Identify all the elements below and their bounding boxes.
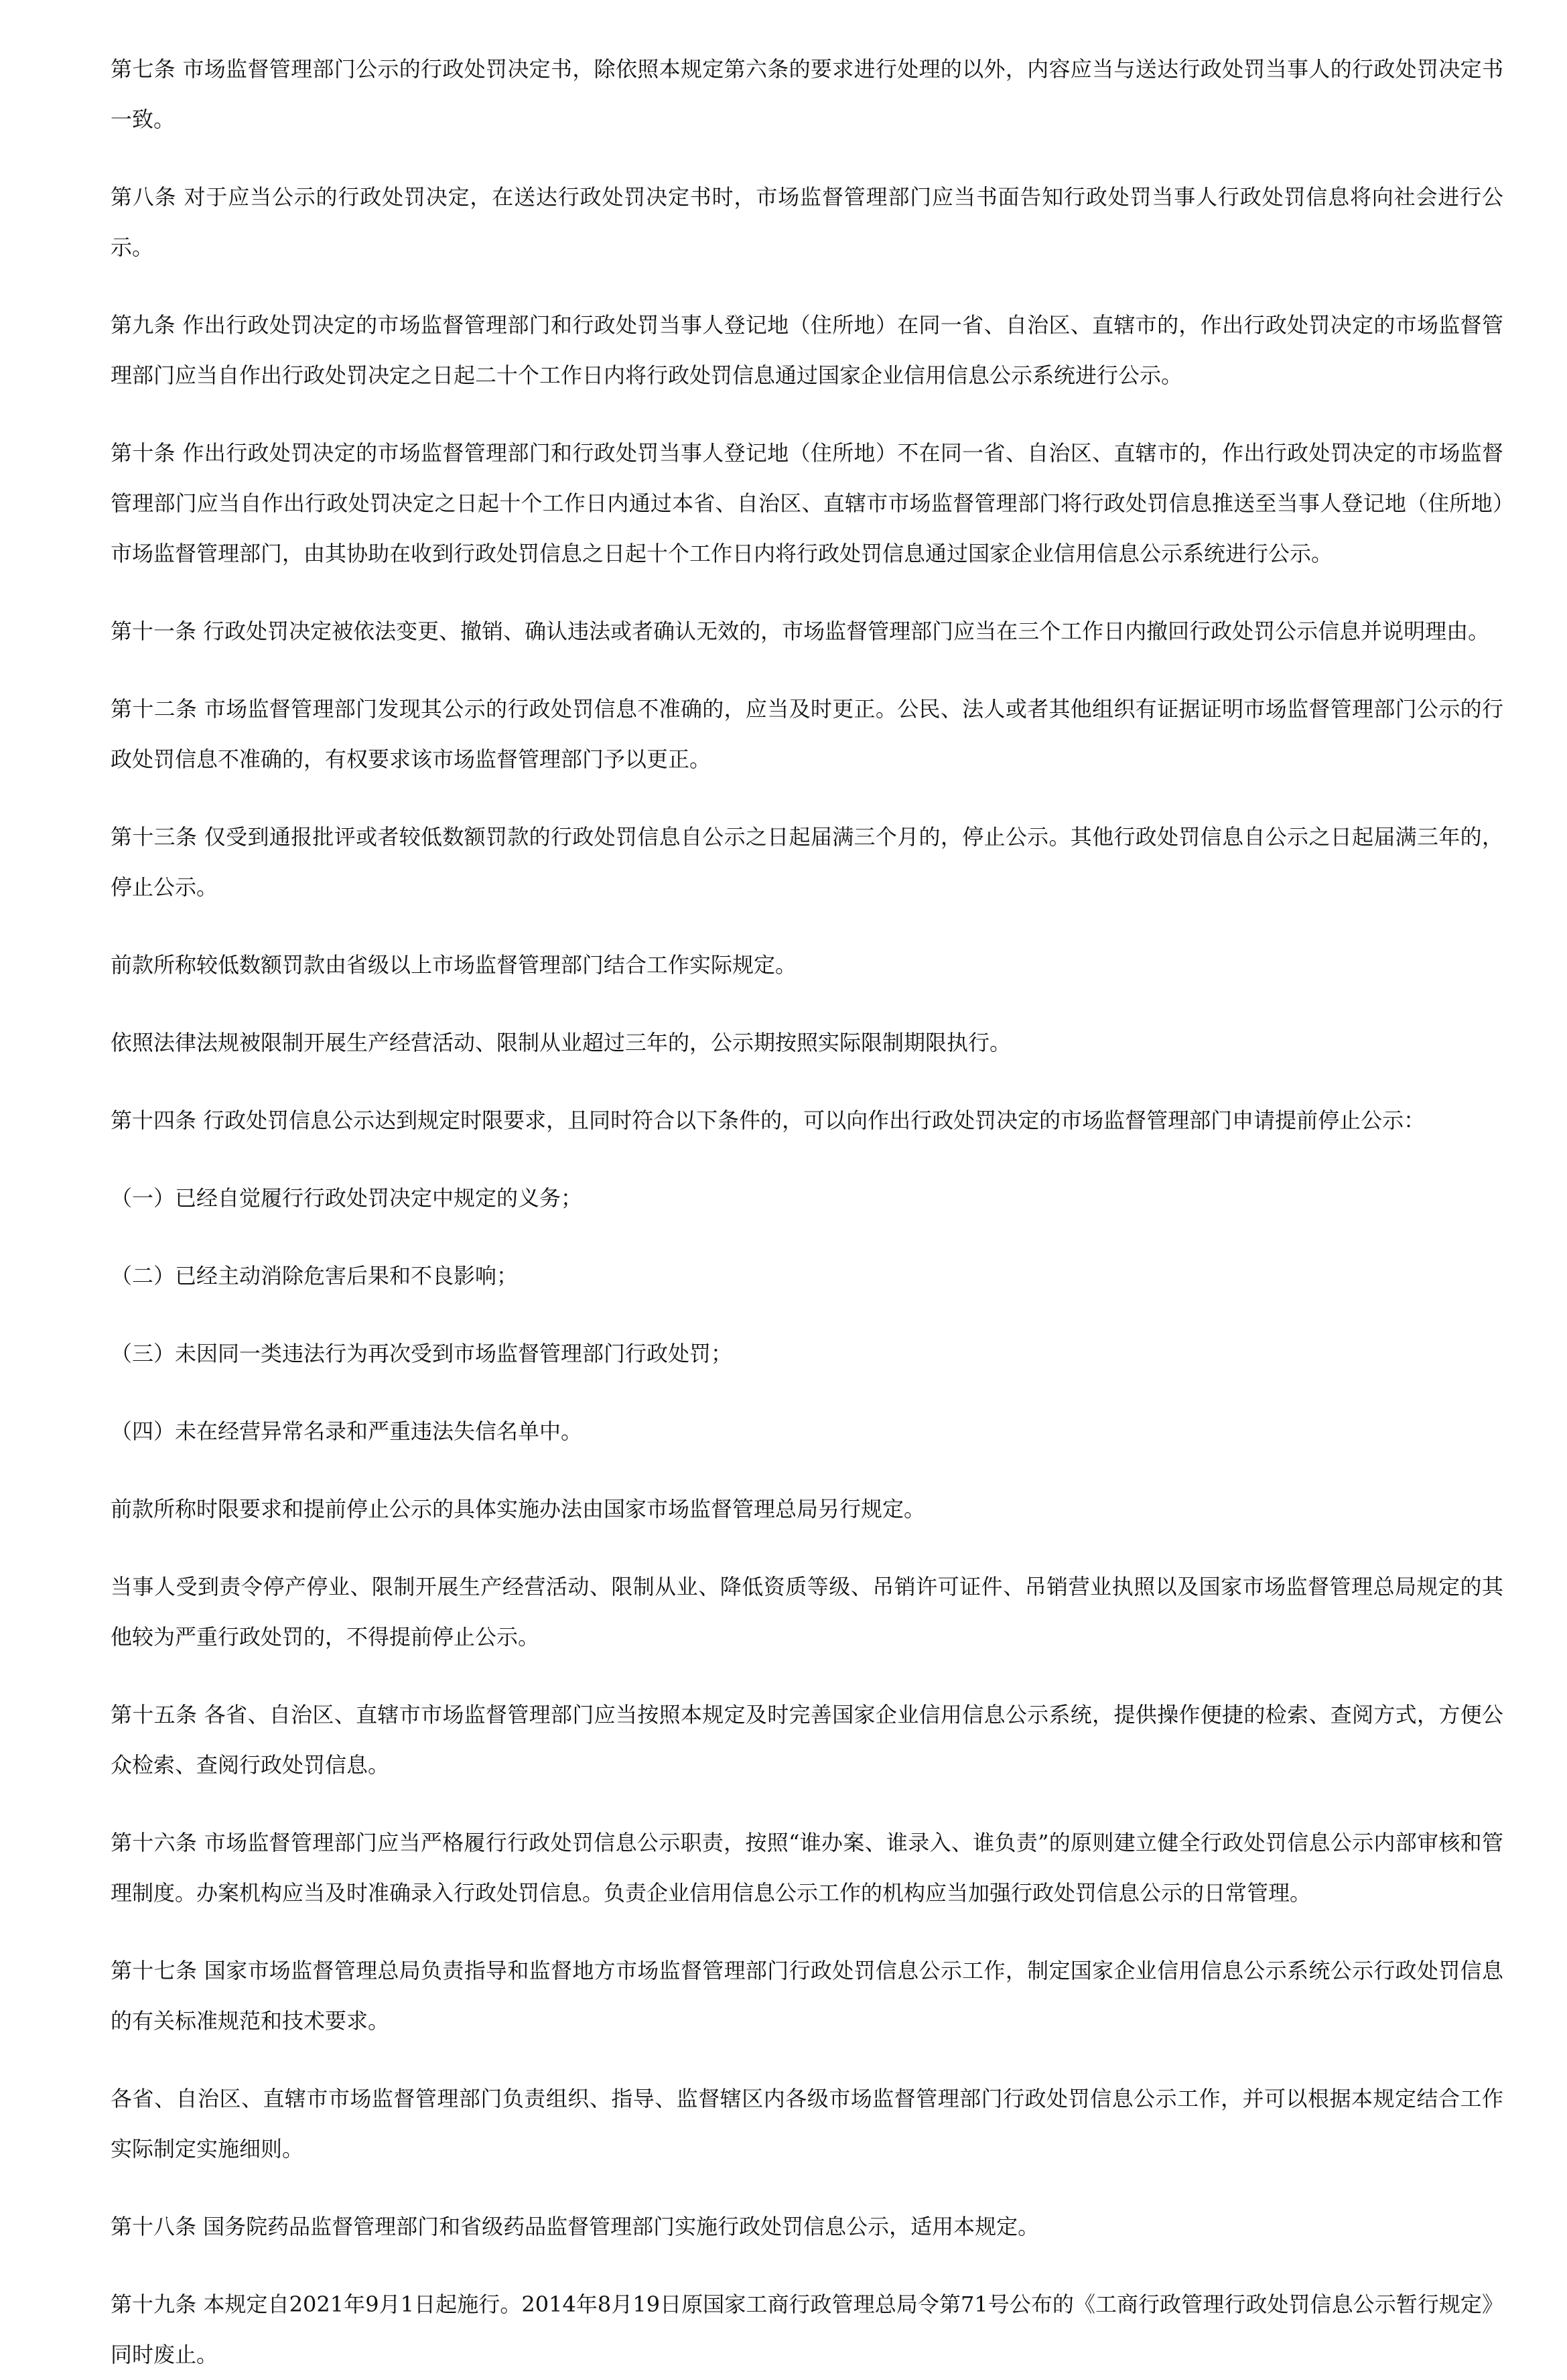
article-14-item-2: （二）已经主动消除危害后果和不良影响； [111, 1263, 519, 1288]
article-14-item-3: （三）未因同一类违法行为再次受到市场监督管理部门行政处罚； [111, 1341, 733, 1366]
article-7: 第七条 市场监督管理部门公示的行政处罚决定书，除依照本规定第六条的要求进行处理的以外，内容应当与送达行政处罚当事人的行政处罚决定书一致。 [111, 56, 1503, 132]
article-13: 第十三条 仅受到通报批评或者较低数额罚款的行政处罚信息自公示之日起届满三个月的，停止公示。其他行政处罚信息自公示之日起届满三年的，停止公示。 [111, 824, 1503, 900]
article-10: 第十条 作出行政处罚决定的市场监督管理部门和行政处罚当事人登记地（住所地）不在同一省、自治区、直辖市的，作出行政处罚决定的市场监督管理部门应当自作出行政处罚决定之日起十个工作日内通过本省、自治区、直辖市市场监督管理部门将行政处罚信息推送至当事人登记地（住所地）市场监督管理部门，由其协助在收到行政处罚信息之日起十个工作日内将行政处罚信息通过国家企业信用信息公示系统进行公示。 [111, 440, 1503, 566]
article-12: 第十二条 市场监督管理部门发现其公示的行政处罚信息不准确的，应当及时更正。公民、法人或者其他组织有证据证明市场监督管理部门公示的行政处罚信息不准确的，有权要求该市场监督管理部门予以更正。 [111, 696, 1503, 772]
article-14-clause-3: 当事人受到责令停产停业、限制开展生产经营活动、限制从业、降低资质等级、吊销许可证件、吊销营业执照以及国家市场监督管理总局规定的其他较为严重行政处罚的，不得提前停止公示。 [111, 1574, 1503, 1650]
article-17-clause-2: 各省、自治区、直辖市市场监督管理部门负责组织、指导、监督辖区内各级市场监督管理部门行政处罚信息公示工作，并可以根据本规定结合工作实际制定实施细则。 [111, 2086, 1503, 2162]
article-13-clause-2: 前款所称较低数额罚款由省级以上市场监督管理部门结合工作实际规定。 [111, 952, 797, 978]
article-14-item-1: （一）已经自觉履行行政处罚决定中规定的义务； [111, 1185, 583, 1211]
article-17: 第十七条 国家市场监督管理总局负责指导和监督地方市场监督管理部门行政处罚信息公示工作，制定国家企业信用信息公示系统公示行政处罚信息的有关标准规范和技术要求。 [111, 1958, 1503, 2034]
article-13-clause-3: 依照法律法规被限制开展生产经营活动、限制从业超过三年的，公示期按照实际限制期限执行。 [111, 1030, 1012, 1055]
article-15: 第十五条 各省、自治区、直辖市市场监督管理部门应当按照本规定及时完善国家企业信用信息公示系统，提供操作便捷的检索、查阅方式，方便公众检索、查阅行政处罚信息。 [111, 1702, 1503, 1778]
article-8: 第八条 对于应当公示的行政处罚决定，在送达行政处罚决定书时，市场监督管理部门应当书面告知行政处罚当事人行政处罚信息将向社会进行公示。 [111, 184, 1503, 260]
article-14-item-4: （四）未在经营异常名录和严重违法失信名单中。 [111, 1418, 583, 1444]
article-14-clause-2: 前款所称时限要求和提前停止公示的具体实施办法由国家市场监督管理总局另行规定。 [111, 1496, 926, 1522]
article-9: 第九条 作出行政处罚决定的市场监督管理部门和行政处罚当事人登记地（住所地）在同一省、自治区、直辖市的，作出行政处罚决定的市场监督管理部门应当自作出行政处罚决定之日起二十个工作日内将行政处罚信息通过国家企业信用信息公示系统进行公示。 [111, 312, 1503, 388]
article-14: 第十四条 行政处罚信息公示达到规定时限要求，且同时符合以下条件的，可以向作出行政处罚决定的市场监督管理部门申请提前停止公示： [111, 1108, 1426, 1133]
article-16: 第十六条 市场监督管理部门应当严格履行行政处罚信息公示职责，按照“谁办案、谁录入、谁负责”的原则建立健全行政处罚信息公示内部审核和管理制度。办案机构应当及时准确录入行政处罚信息。负责企业信用信息公示工作的机构应当加强行政处罚信息公示的日常管理。 [111, 1830, 1503, 1906]
article-19: 第十九条 本规定自2021年9月1日起施行。2014年8月19日原国家工商行政管理总局令第71号公布的《工商行政管理行政处罚信息公示暂行规定》同时废止。 [111, 2292, 1503, 2367]
article-11: 第十一条 行政处罚决定被依法变更、撤销、确认违法或者确认无效的，市场监督管理部门应当在三个工作日内撤回行政处罚公示信息并说明理由。 [111, 618, 1490, 644]
article-18: 第十八条 国务院药品监督管理部门和省级药品监督管理部门实施行政处罚信息公示，适用本规定。 [111, 2214, 1040, 2239]
